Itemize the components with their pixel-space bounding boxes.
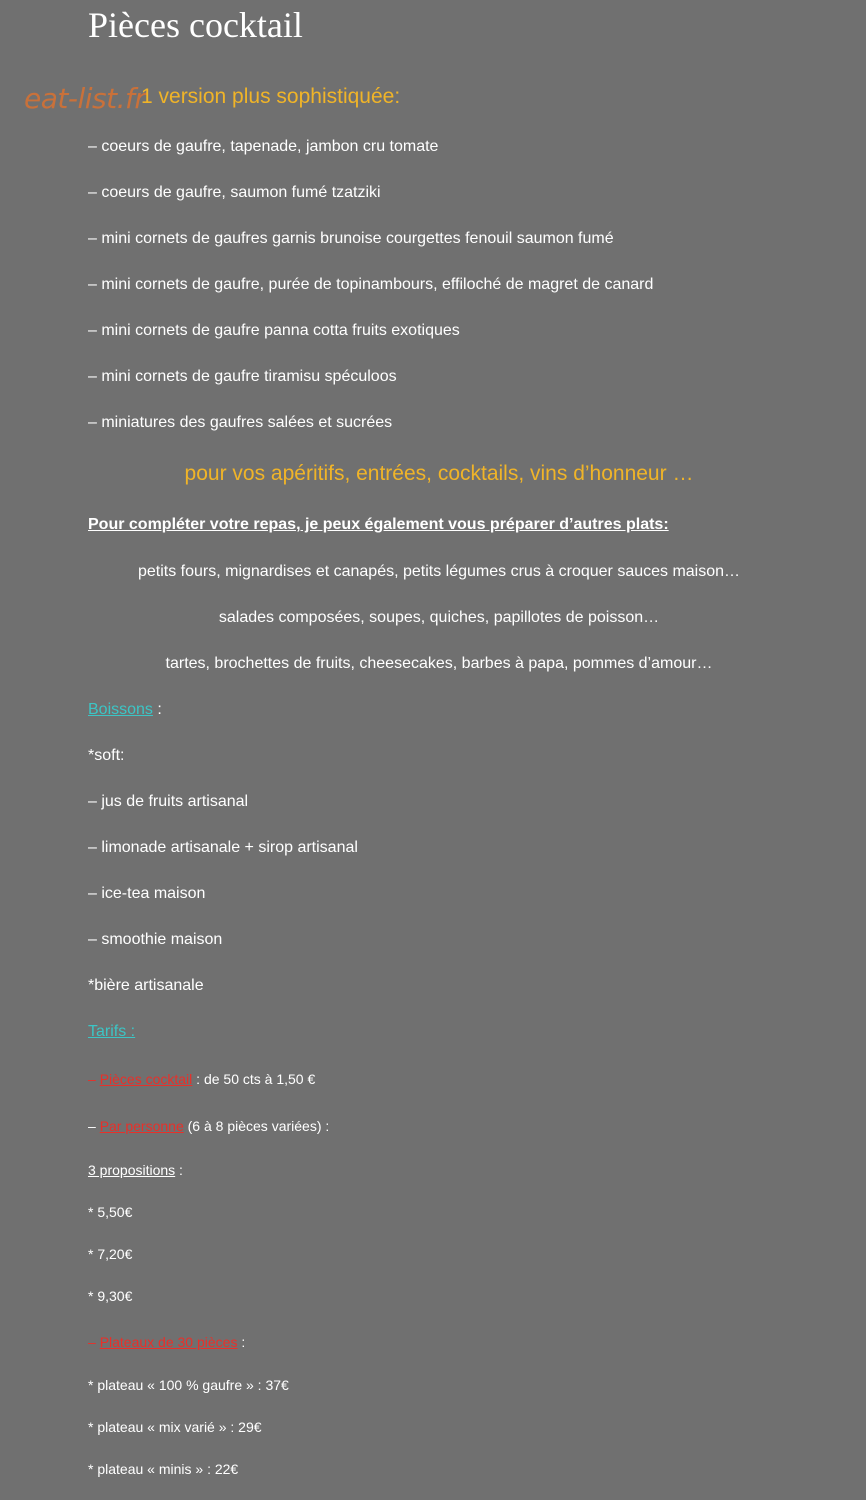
list-item: – limonade artisanale + sirop artisanal xyxy=(88,839,358,856)
complete-line: salades composées, soupes, quiches, papillotes de poisson… xyxy=(218,609,660,626)
list-item: *bière artisanale xyxy=(88,977,204,994)
boissons-suffix: : xyxy=(152,701,162,718)
tarif-pieces-text: : de 50 cts à 1,50 € xyxy=(192,1071,316,1087)
par-personne-link[interactable]: Par personne xyxy=(99,1118,184,1134)
complete-line: petits fours, mignardises et canapés, petits légumes crus à croquer sauces maison… xyxy=(137,563,741,580)
list-item: – miniatures des gaufres salées et sucrées xyxy=(88,414,393,431)
list-item: – jus de fruits artisanal xyxy=(88,793,249,810)
plateaux-suffix: : xyxy=(237,1334,246,1350)
list-item: – mini cornets de gaufres garnis brunoise courgettes fenouil saumon fumé xyxy=(88,230,614,247)
plateaux-heading xyxy=(88,1334,245,1350)
aperitif-line: pour vos apéritifs, entrées, cocktails, vins d’honneur … xyxy=(184,462,694,485)
pieces-cocktail-link[interactable]: Pièces cocktail xyxy=(99,1071,193,1087)
plateau-item: * plateau « minis » : 22€ xyxy=(88,1461,239,1477)
version-heading: 1 version plus sophistiquée: xyxy=(141,85,401,108)
propositions-heading xyxy=(88,1162,183,1178)
tarif-personne-prefix: – xyxy=(88,1118,100,1134)
list-item: – coeurs de gaufre, tapenade, jambon cru tomate xyxy=(88,138,439,155)
price-item: * 5,50€ xyxy=(88,1204,133,1220)
list-item: – ice-tea maison xyxy=(88,885,206,902)
list-item: *soft: xyxy=(88,747,125,764)
list-item: – smoothie maison xyxy=(88,931,223,948)
plateaux-link[interactable]: Plateaux de 30 pièces xyxy=(99,1334,238,1350)
plateau-item: * plateau « mix varié » : 29€ xyxy=(88,1419,262,1435)
tarifs-link[interactable]: Tarifs : xyxy=(88,1023,136,1040)
price-item: * 9,30€ xyxy=(88,1288,133,1304)
watermark-logo: eat-list.fr xyxy=(24,82,146,115)
tarif-pieces xyxy=(88,1071,315,1087)
plateau-item: * plateau « 100 % gaufre » : 37€ xyxy=(88,1377,289,1393)
tarif-pieces-prefix: – xyxy=(88,1071,100,1087)
list-item: – mini cornets de gaufre, purée de topinambours, effiloché de magret de canard xyxy=(88,276,654,293)
complete-line: tartes, brochettes de fruits, cheesecakes, barbes à papa, pommes d’amour… xyxy=(165,655,713,672)
price-item: * 7,20€ xyxy=(88,1246,133,1262)
propositions-label: 3 propositions xyxy=(88,1162,176,1178)
boissons-heading xyxy=(88,701,162,719)
list-item: – mini cornets de gaufre tiramisu spéculoos xyxy=(88,368,397,385)
list-item: – coeurs de gaufre, saumon fumé tzatziki xyxy=(88,184,381,201)
boissons-link[interactable]: Boissons xyxy=(88,701,153,718)
propositions-suffix: : xyxy=(175,1162,183,1178)
complete-heading: Pour compléter votre repas, je peux également vous préparer d’autres plats: xyxy=(88,516,669,533)
list-item: – mini cornets de gaufre panna cotta fruits exotiques xyxy=(88,322,460,339)
tarif-personne xyxy=(88,1118,329,1134)
page-title: Pièces cocktail xyxy=(88,5,303,45)
plateaux-prefix: – xyxy=(88,1334,100,1350)
tarif-personne-text: (6 à 8 pièces variées) : xyxy=(183,1118,330,1134)
